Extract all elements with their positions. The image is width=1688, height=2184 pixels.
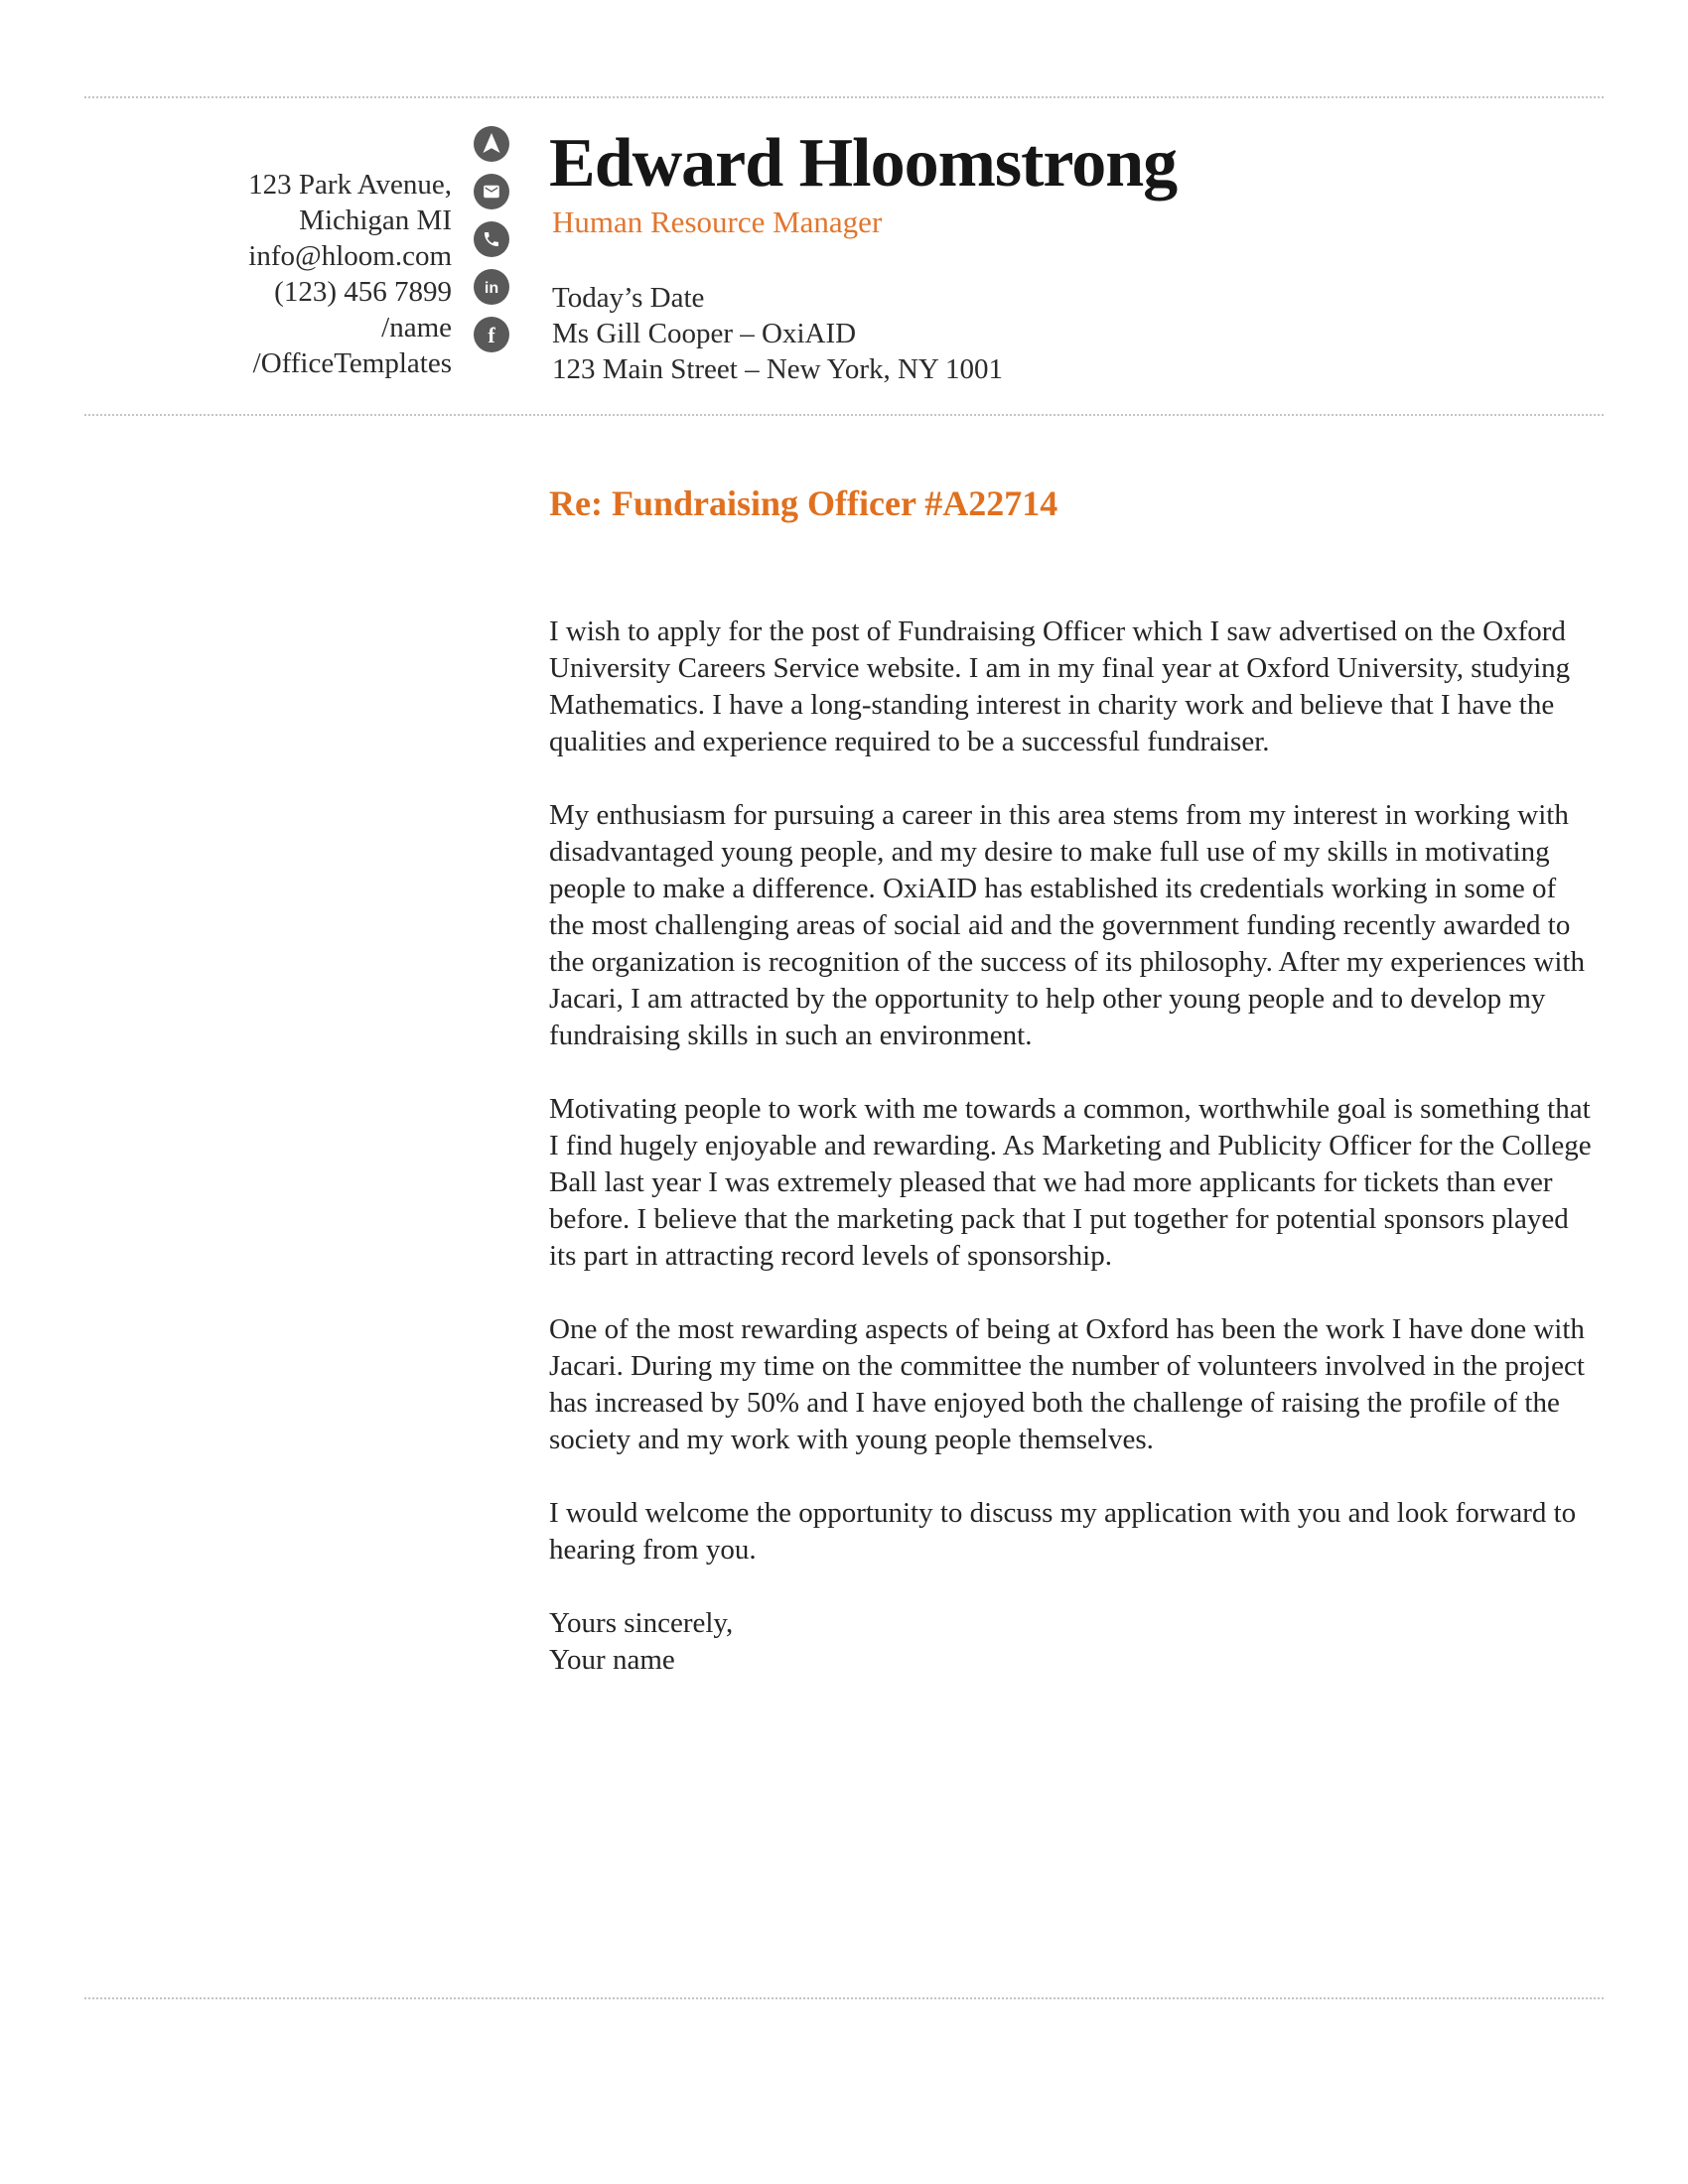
closing-salutation: Yours sincerely, xyxy=(549,1607,734,1639)
contact-address-line1: 123 Park Avenue, xyxy=(248,169,452,201)
bottom-divider xyxy=(84,1997,1604,1999)
contact-address-line2: Michigan MI xyxy=(299,205,452,236)
contact-social-handle2: /OfficeTemplates xyxy=(252,347,452,379)
navigation-icon xyxy=(474,126,509,162)
letter-paragraph-2: My enthusiasm for pursuing a career in this area stems from my interest in working with disadvantaged young people, and my desire to make full use of my skills in motivating people to make a difference. OxiAID has established its credentials working in some of the most challenging areas of social aid and the government funding recently awarded to the organization is recognition of the success of its philosophy. After my experiences with Jacari, I am attracted by the opportunity to help other young people and to develop my fundraising skills in such an environment. xyxy=(549,799,1585,1051)
contact-phone: (123) 456 7899 xyxy=(274,276,452,308)
page-title-person-name: Edward Hloomstrong xyxy=(549,125,1178,202)
letter-paragraph-3: Motivating people to work with me towards a common, worthwhile goal is something that I find hugely enjoyable and rewarding. As Marketing and Publicity Officer for the College Ball last year I was extremely pleased that we had more applicants for tickets than ever before. I believe that the marketing pack that I put together for potential sponsors played its part in attracting record levels of sponsorship. xyxy=(549,1093,1592,1272)
email-icon xyxy=(474,174,509,209)
svg-text:f: f xyxy=(488,323,495,347)
letter-paragraph-5: I would welcome the opportunity to discuss my application with you and look forward to hearing from you. xyxy=(549,1497,1577,1566)
contact-icon-column xyxy=(474,126,509,352)
header-divider xyxy=(84,414,1604,416)
letter-date: Today’s Date xyxy=(552,282,705,314)
letter-subject: Re: Fundraising Officer #A22714 xyxy=(549,483,1058,523)
person-job-title: Human Resource Manager xyxy=(552,205,883,239)
letter-paragraph-1: I wish to apply for the post of Fundraising Officer which I saw advertised on the Oxford University Careers Service website. I am in my final year at Oxford University, studying Mathematics. I have a long-standing interest in charity work and believe that I have the qualities and experience required to be a successful fundraiser. xyxy=(549,615,1571,757)
recipient-address: 123 Main Street – New York, NY 1001 xyxy=(552,353,1004,385)
closing-signature: Your name xyxy=(549,1644,675,1676)
facebook-icon xyxy=(474,317,509,352)
linkedin-icon xyxy=(474,269,509,305)
recipient-block xyxy=(552,280,1003,387)
letter-paragraph-4: One of the most rewarding aspects of being at Oxford has been the work I have done with Jacari. During my time on the committee the number of volunteers involved in the project has increased by 50% and I have enjoyed both the challenge of raising the profile of the society and my work with young people themselves. xyxy=(549,1313,1585,1455)
svg-text:in: in xyxy=(484,280,499,297)
letter-body xyxy=(549,614,1597,1679)
contact-email: info@hloom.com xyxy=(248,240,452,272)
contact-social-handle: /name xyxy=(381,312,452,343)
letter-closing xyxy=(549,1605,1597,1679)
recipient-name: Ms Gill Cooper – OxiAID xyxy=(552,318,857,349)
top-divider xyxy=(84,96,1604,98)
phone-icon xyxy=(474,221,509,257)
contact-block xyxy=(99,167,452,381)
